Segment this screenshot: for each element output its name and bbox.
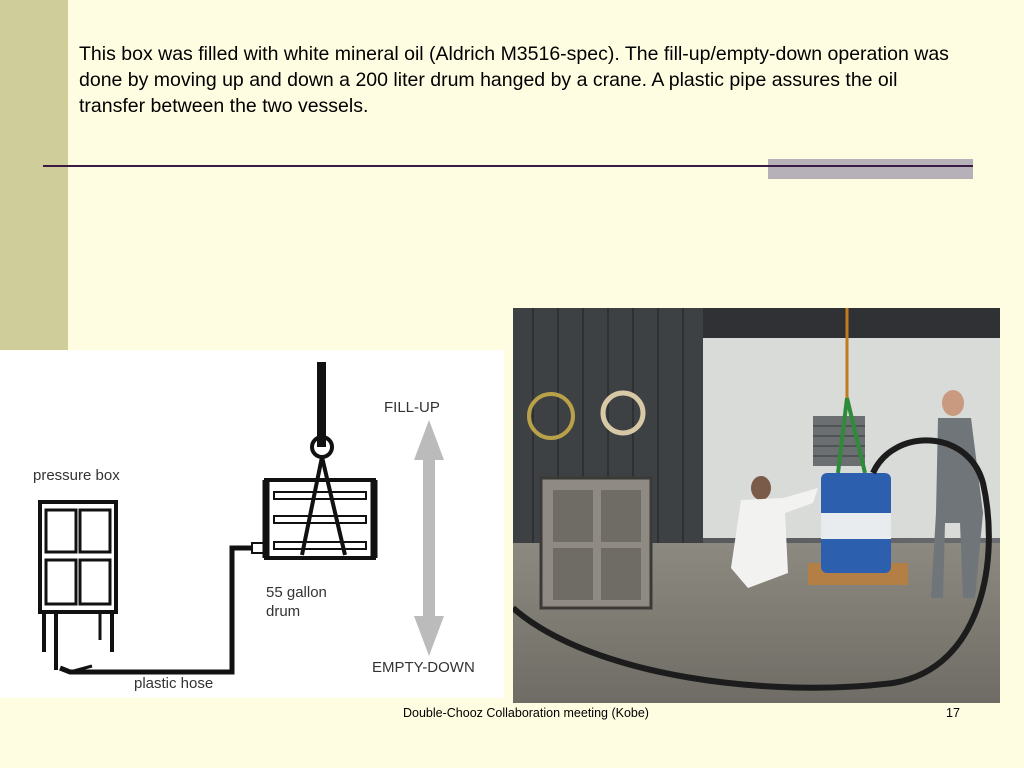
footer-text: Double-Chooz Collaboration meeting (Kobe)	[403, 706, 649, 720]
fill-up-label: FILL-UP	[384, 399, 440, 416]
plastic-hose-label: plastic hose	[134, 675, 214, 692]
setup-diagram	[0, 350, 504, 698]
title-rule	[43, 165, 768, 167]
lab-photo-drawing	[513, 308, 1000, 703]
crane-cable	[317, 362, 326, 447]
title-rule-accent	[768, 159, 973, 179]
sling-right	[322, 457, 345, 555]
drum-label-line2: drum	[266, 603, 301, 620]
sling-left	[302, 457, 322, 555]
drum-shape	[266, 480, 374, 558]
double-arrow-icon	[414, 420, 444, 656]
lab-photo	[513, 308, 1000, 703]
slide-body-text: This box was filled with white mineral oil (Aldrich M3516-spec). The fill-up/empty-down operation was done by moving up and down a 200 liter drum hanged by a crane. A plastic pipe assures the oil transfer between the two vessels.	[79, 43, 949, 117]
left-accent-band	[0, 0, 68, 350]
pressure-box-label: pressure box	[33, 467, 120, 484]
pressure-box-shape	[40, 502, 116, 670]
drum-label-line1: 55 gallon	[266, 584, 327, 601]
page-number: 17	[946, 706, 960, 720]
empty-down-label: EMPTY-DOWN	[372, 659, 475, 676]
